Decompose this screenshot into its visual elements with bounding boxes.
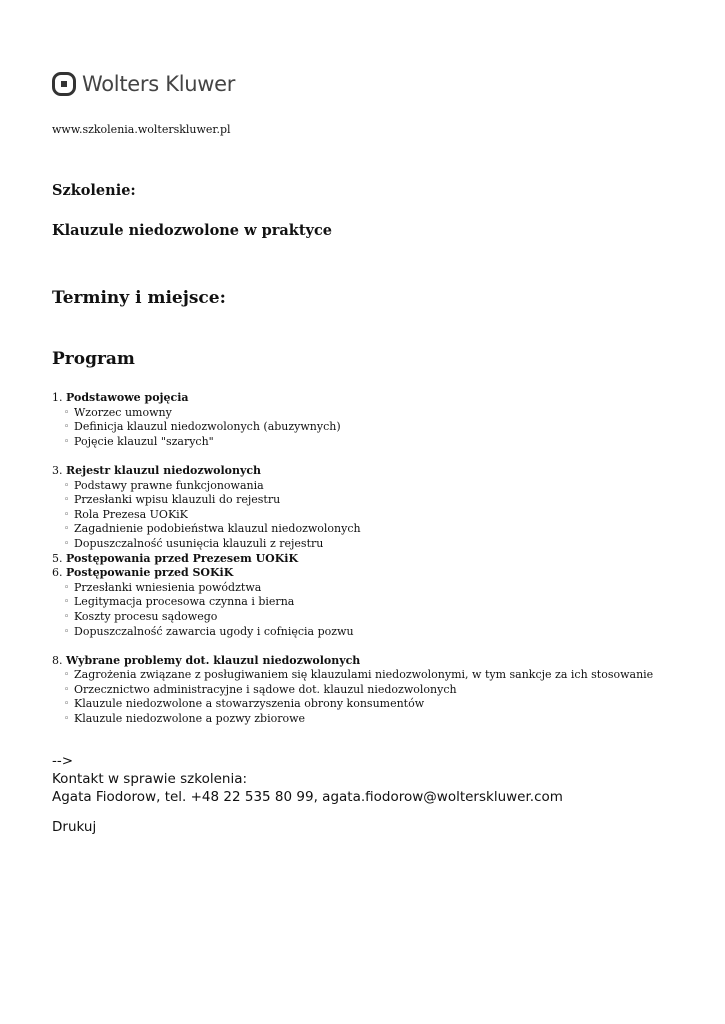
training-name: Klauzule niedozwolone w praktyce (52, 222, 333, 239)
section-title: Postępowanie przed SOKiK (66, 566, 234, 580)
program-item-text: Przesłanki wniesienia powództwa (74, 580, 262, 594)
program-item (52, 537, 712, 552)
bullet-icon: ◦ (64, 670, 70, 681)
program-item (52, 625, 712, 640)
training-label: Szkolenie: (52, 182, 136, 199)
bullet-icon: ◦ (64, 407, 70, 418)
bullet-icon: ◦ (64, 626, 70, 637)
program-item (52, 508, 712, 523)
program-section (52, 391, 712, 406)
bullet-icon: ◦ (64, 597, 70, 608)
program-section (52, 464, 712, 479)
contact-label: Kontakt w sprawie szkolenia: (52, 771, 248, 787)
program-item-text: Klauzule niedozwolone a stowarzyszenia obrony konsumentów (74, 697, 425, 711)
bullet-icon: ◦ (64, 611, 70, 622)
program-item-text: Przesłanki wpisu klauzuli do rejestru (74, 493, 281, 507)
program-item (52, 595, 712, 610)
bullet-icon: ◦ (64, 684, 70, 695)
program-item (52, 610, 712, 625)
logo-icon (52, 72, 76, 96)
program-item-text: Dopuszczalność zawarcia ugody i cofnięcia pozwu (74, 624, 354, 638)
bullet-icon: ◦ (64, 509, 70, 520)
bullet-icon: ◦ (64, 538, 70, 549)
program-item (52, 406, 712, 421)
section-number: 8. (52, 653, 63, 667)
program-item (52, 683, 712, 698)
program-item (52, 479, 712, 494)
program-item-text: Definicja klauzul niedozwolonych (abuzywnych) (74, 420, 341, 434)
bullet-icon: ◦ (64, 495, 70, 506)
program-item-text: Orzecznictwo administracyjne i sądowe dot. klauzul niedozwolonych (74, 682, 457, 696)
schedule-heading: Terminy i miejsce: (52, 288, 226, 308)
bullet-icon: ◦ (64, 524, 70, 535)
program-section (52, 654, 712, 669)
program-list (52, 391, 712, 727)
program-item (52, 712, 712, 727)
bullet-icon: ◦ (64, 422, 70, 433)
program-section (52, 552, 712, 567)
program-section (52, 566, 712, 581)
program-item-text: Klauzule niedozwolone a pozwy zbiorowe (74, 712, 306, 726)
program-item (52, 420, 712, 435)
program-item-text: Dopuszczalność usunięcia klauzuli z rejestru (74, 536, 324, 550)
logo-text: Wolters Kluwer (82, 72, 236, 96)
program-item (52, 522, 712, 537)
program-item-text: Rola Prezesa UOKiK (74, 507, 188, 521)
program-item (52, 697, 712, 712)
section-title: Postępowania przed Prezesem UOKiK (66, 551, 299, 565)
program-item (52, 581, 712, 596)
program-item-text: Wzorzec umowny (74, 405, 172, 419)
section-number: 1. (52, 391, 63, 404)
contact-details: Agata Fiodorow, tel. +48 22 535 80 99, agata.fiodorow@wolterskluwer.com (52, 789, 563, 805)
section-title: Rejestr klauzul niedozwolonych (66, 463, 262, 477)
program-item-text: Podstawy prawne funkcjonowania (74, 478, 264, 492)
bullet-icon: ◦ (64, 480, 70, 491)
site-url: www.szkolenia.wolterskluwer.pl (52, 123, 231, 136)
program-item (52, 668, 712, 683)
program-item-text: Legitymacja procesowa czynna i bierna (74, 595, 295, 609)
program-item-text: Zagrożenia związane z posługiwaniem się klauzulami niedozwolonymi, w tym sankcje za ich stosowanie (74, 668, 654, 682)
program-heading: Program (52, 349, 135, 369)
program-item-text: Koszty procesu sądowego (74, 609, 218, 623)
section-number: 6. (52, 566, 63, 580)
logo (52, 72, 235, 96)
program-item (52, 435, 712, 450)
comment-artifact: --> (52, 753, 74, 769)
contact-block (52, 752, 563, 806)
bullet-icon: ◦ (64, 714, 70, 725)
section-number: 3. (52, 463, 63, 477)
section-number: 5. (52, 551, 63, 565)
section-title: Wybrane problemy dot. klauzul niedozwolonych (66, 653, 361, 667)
bullet-icon: ◦ (64, 582, 70, 593)
print-link[interactable]: Drukuj (52, 819, 97, 835)
program-item-text: Zagadnienie podobieństwa klauzul niedozwolonych (74, 522, 361, 536)
program-item-text: Pojęcie klauzul "szarych" (74, 434, 214, 448)
bullet-icon: ◦ (64, 436, 70, 447)
program-item (52, 493, 712, 508)
bullet-icon: ◦ (64, 699, 70, 710)
section-title: Podstawowe pojęcia (66, 391, 189, 404)
